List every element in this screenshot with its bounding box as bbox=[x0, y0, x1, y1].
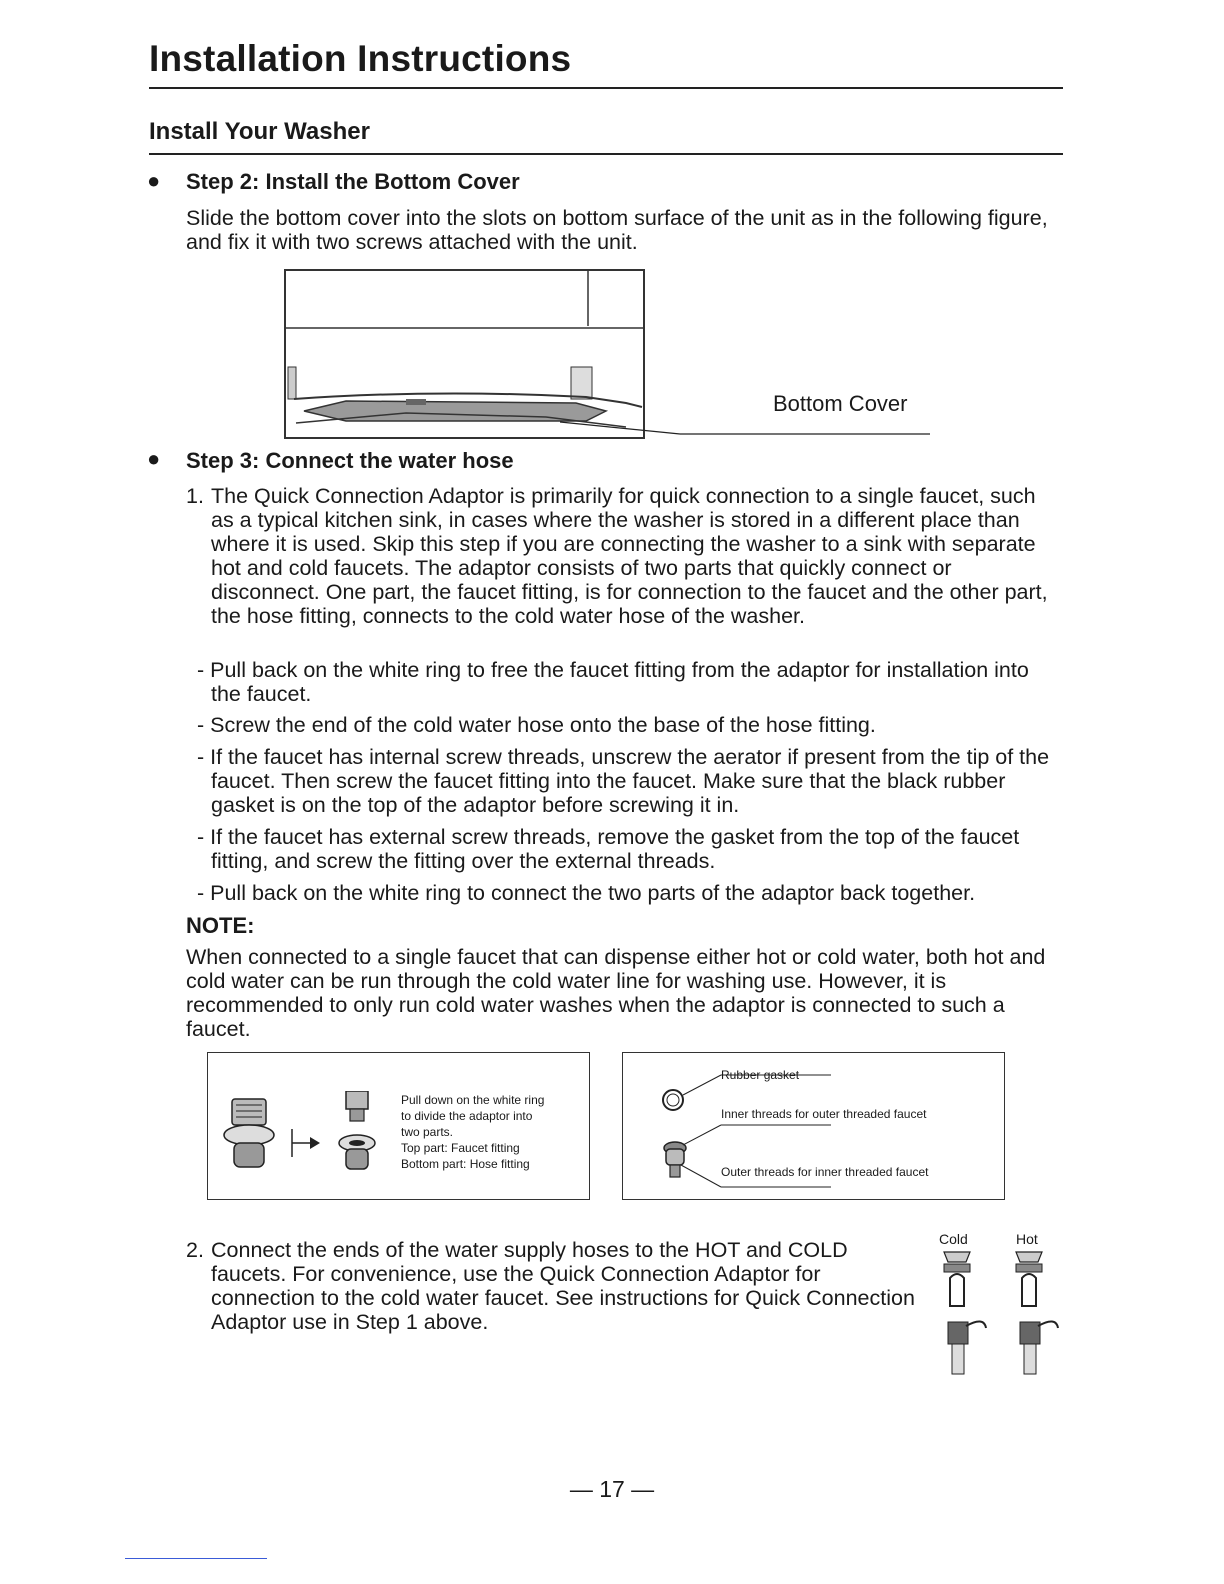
bullet-icon: ● bbox=[147, 446, 161, 471]
section-heading: Install Your Washer bbox=[149, 118, 370, 145]
caption-line: Top part: Faucet fitting bbox=[401, 1141, 520, 1155]
page-number: — 17 — bbox=[569, 1476, 655, 1502]
substep-1: - Pull back on the white ring to free the faucet fitting from the adaptor for installation into the faucet. bbox=[197, 658, 1029, 706]
adaptor-split-figure bbox=[207, 1052, 590, 1200]
page-title: Installation Instructions bbox=[149, 38, 572, 79]
bottom-cover-leader-line bbox=[560, 420, 940, 440]
item1-text: The Quick Connection Adaptor is primarily for quick connection to a single faucet, such as a typical kitchen sink, in cases where the washer is stored in a different place than where it is used. Skip this step if you are connecting the washer to a sink with separate hot and cold faucets. The adaptor consists of two parts that quickly connect or disconnect. One part, the faucet fitting, is for connection to the faucet and the other part, the hose fitting, connects to the cold water hose of the washer. bbox=[211, 484, 1048, 628]
item2-number: 2. bbox=[186, 1238, 204, 1262]
hot-label: Hot bbox=[1016, 1231, 1038, 1247]
inner-threads-label: Inner threads for outer threaded faucet bbox=[721, 1107, 927, 1121]
section-rule bbox=[149, 153, 1063, 155]
substep-4: - If the faucet has external screw threads, remove the gasket from the top of the faucet fitting, and screw the fitting over the external threads. bbox=[197, 825, 1020, 873]
caption-line: two parts. bbox=[401, 1125, 454, 1139]
adaptor-icon bbox=[222, 1091, 402, 1191]
fitting-threads-figure bbox=[622, 1052, 1005, 1200]
caption-line: Pull down on the white ring bbox=[401, 1093, 545, 1107]
caption-line: to divide the adaptor into bbox=[401, 1109, 533, 1123]
substep-2: - Screw the end of the cold water hose onto the base of the hose fitting. bbox=[197, 713, 876, 737]
substep-5: - Pull back on the white ring to connect the two parts of the adaptor back together. bbox=[197, 881, 976, 905]
adaptor-split-caption bbox=[401, 1092, 581, 1172]
substep-3: - If the faucet has internal screw threads, unscrew the aerator if present from the tip of the faucet. Then screw the faucet fitting into the faucet. Make sure that the black rubber gasket is on the top of the adaptor before screwing it in. bbox=[197, 745, 1050, 817]
washer-bottom-illustration bbox=[286, 271, 643, 437]
cold-label: Cold bbox=[939, 1231, 968, 1247]
bottom-cover-figure bbox=[284, 269, 645, 439]
step2-heading: Step 2: Install the Bottom Cover bbox=[186, 169, 520, 194]
hot-cold-faucet-icon bbox=[930, 1248, 1070, 1378]
rubber-gasket-label: Rubber gasket bbox=[721, 1068, 800, 1082]
step2-body: Slide the bottom cover into the slots on bottom surface of the unit as in the following figure, and fix it with two screws attached with the unit. bbox=[186, 206, 1048, 254]
item1-number: 1. bbox=[186, 484, 204, 508]
step3-heading: Step 3: Connect the water hose bbox=[186, 448, 514, 473]
outer-threads-label: Outer threads for inner threaded faucet bbox=[721, 1165, 929, 1179]
item2-text: Connect the ends of the water supply hoses to the HOT and COLD faucets. For convenience, use the Quick Connection Adaptor for connection to the cold water faucet. See instructions for Quick Connection Adaptor use in Step 1 above. bbox=[211, 1238, 915, 1334]
caption-line: Bottom part: Hose fitting bbox=[401, 1157, 530, 1171]
footer-line bbox=[125, 1558, 267, 1559]
bottom-cover-label: Bottom Cover bbox=[773, 391, 908, 416]
note-label: NOTE: bbox=[186, 913, 255, 938]
note-text: When connected to a single faucet that can dispense either hot or cold water, both hot and cold water can be run through the cold water line for washing use. However, it is recommended to only run cold water washes when the adaptor is connected to such a faucet. bbox=[186, 945, 1046, 1041]
bullet-icon: ● bbox=[147, 168, 161, 193]
title-rule bbox=[149, 87, 1063, 89]
